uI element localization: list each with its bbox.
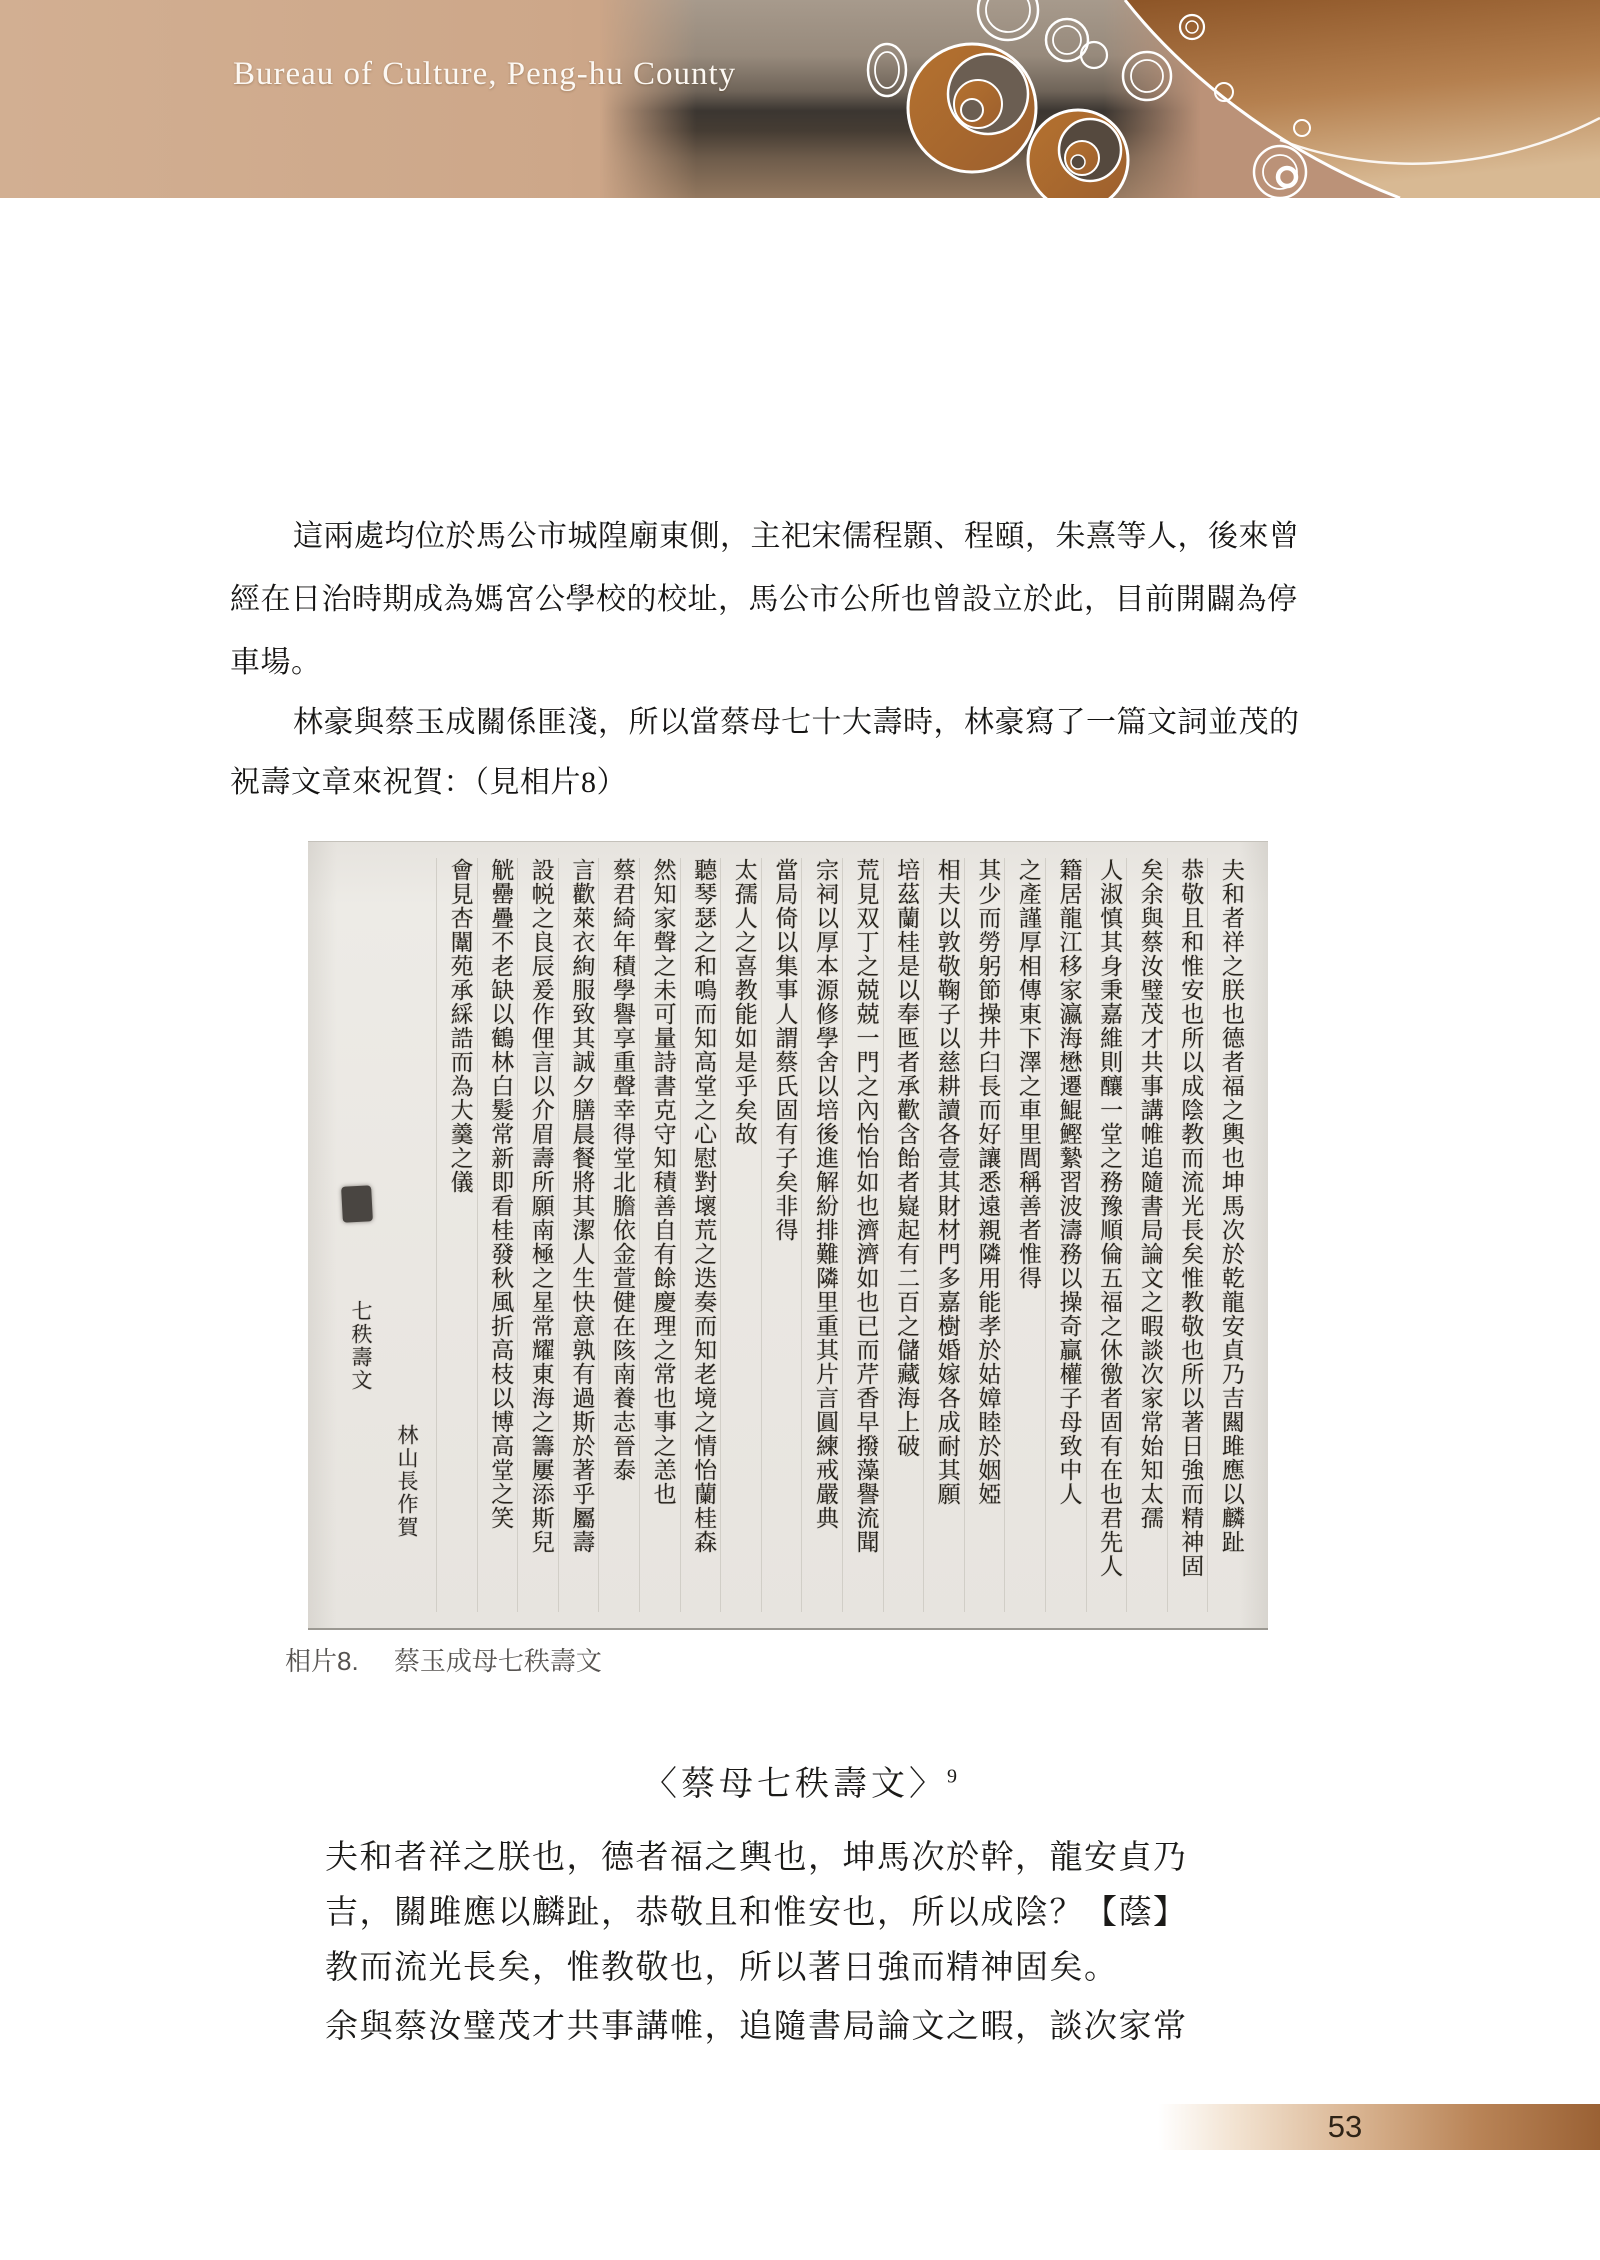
manuscript-column: 言歡萊衣絢服致其誠夕膳晨餐將其潔人生快意孰有過斯於著乎屬壽 — [558, 858, 599, 1612]
footnote-marker: 9 — [947, 1765, 957, 1788]
manuscript-column: 當局倚以集事人謂蔡氏固有子矣非得 — [761, 858, 802, 1612]
manuscript-column: 相夫以敦敬鞠子以慈耕讀各壹其財材門多嘉樹婚嫁各成耐其願 — [923, 858, 964, 1612]
photo-caption-label: 相片8. — [285, 1646, 359, 1676]
manuscript-column: 人淑慎其身秉嘉維則釀一堂之務豫順倫五福之休徼者固有在也君先人 — [1086, 858, 1127, 1612]
body-paragraph2-line2: 祝壽文章來祝賀：（見相片8） — [230, 766, 627, 799]
header-title: Bureau of Culture, Peng-hu County — [233, 56, 737, 92]
manuscript-column: 恭敬且和惟安也所以成陰教而流光長矣惟教敬也所以著日強而精神固 — [1167, 858, 1208, 1612]
manuscript-column: 會見杏闈苑承綵誥而為大羹之儀 — [436, 858, 477, 1612]
page-number: 53 — [1327, 2109, 1363, 2144]
manuscript-column: 培茲蘭桂是以奉匜者承歡含飴者嶷起有二百之儲藏海上破 — [883, 858, 924, 1612]
manuscript-title-column: 七秩壽文 — [349, 1300, 373, 1392]
manuscript-column: 荒見双丁之兢兢一門之內怡怡如也濟濟如也已而芹香早撥藻譽流聞 — [842, 858, 883, 1612]
manuscript-column: 宗祠以厚本源修學舍以培後進解紛排難隣里重其片言圓練戒嚴典 — [801, 858, 842, 1612]
manuscript-column: 觥罍疊不老缺以鶴林白髮常新即看桂發秋風折高枝以博高堂之笑 — [477, 858, 518, 1612]
swirl-ornament-graphic — [620, 0, 1600, 198]
quote-line2: 吉，關雎應以麟趾，恭敬且和惟安也，所以成陰？【蔭】 — [325, 1895, 1188, 1931]
page-header-band — [0, 0, 1600, 198]
body-paragraph1-line1: 這兩處均位於馬公市城隍廟東側，主祀宋儒程顥、程頤，朱熹等人，後來曾 — [293, 520, 1300, 553]
manuscript-column: 籍居龍江移家瀛海懋遷鯤鰹縶習波濤務以操奇贏權子母致中人 — [1045, 858, 1086, 1612]
manuscript-column: 聽琴瑟之和鳴而知高堂之心慰對壞荒之迭奏而知老境之情怡蘭桂森 — [680, 858, 721, 1612]
body-paragraph1-line3: 車場。 — [230, 646, 322, 679]
manuscript-columns — [436, 858, 1248, 1612]
seal-stamp — [341, 1185, 373, 1223]
quote-line4: 余與蔡汝璧茂才共事講帷，追隨書局論文之暇，談次家常 — [325, 2009, 1188, 2045]
manuscript-photo — [308, 841, 1268, 1630]
quote-line3: 教而流光長矣，惟教敬也，所以著日強而精神固矣。 — [325, 1950, 1119, 1986]
manuscript-column: 設帨之良辰爰作俚言以介眉壽所願南極之星常耀東海之籌屢添斯兒 — [517, 858, 558, 1612]
manuscript-column: 夫和者祥之朕也德者福之輿也坤馬次於乾龍安貞乃吉闗雎應以麟趾 — [1207, 858, 1248, 1612]
body-paragraph1-line2: 經在日治時期成為媽宮公學校的校址，馬公市公所也曾設立於此，目前開闢為停 — [230, 583, 1298, 616]
quote-heading — [0, 1756, 1600, 1805]
manuscript-column: 蔡君綺年積學譽享重聲幸得堂北膽依金萱健在陔南養志晉泰 — [598, 858, 639, 1612]
manuscript-column: 太孺人之喜教能如是乎矣故 — [720, 858, 761, 1612]
photo-caption-text: 蔡玉成母七秩壽文 — [393, 1646, 602, 1676]
manuscript-column: 之產謹厚相傳東下澤之車里閭稱善者惟得 — [1004, 858, 1045, 1612]
quote-heading-text: 〈蔡母七秩壽文〉 — [643, 1766, 947, 1803]
manuscript-column: 矣余與蔡汝璧茂才共事講帷追隨書局論文之暇談次家常始知太孺 — [1126, 858, 1167, 1612]
manuscript-column: 其少而勞躬節操井臼長而好讓悉遠親隣用能孝於姑嫜睦於姻婭 — [964, 858, 1005, 1612]
photo-caption — [285, 1641, 602, 1678]
manuscript-signature-column: 林山長作賀 — [395, 1424, 419, 1539]
quote-line1: 夫和者祥之朕也，德者福之輿也，坤馬次於幹，龍安貞乃 — [325, 1840, 1188, 1876]
body-paragraph2-line1: 林豪與蔡玉成關係匪淺，所以當蔡母七十大壽時，林豪寫了一篇文詞並茂的 — [293, 706, 1300, 739]
manuscript-column: 然知家聲之未可量詩書克守知積善自有餘慶理之常也事之恙也 — [639, 858, 680, 1612]
